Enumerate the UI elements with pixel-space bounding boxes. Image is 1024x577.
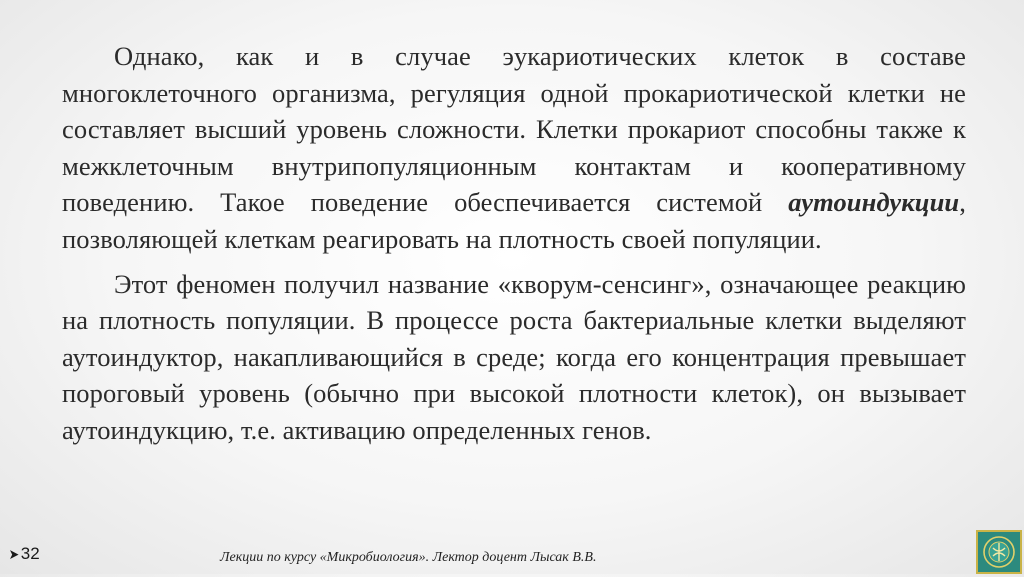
slide-body bbox=[62, 38, 966, 449]
paragraph-quorum-sensing: Этот феномен получил название «кворум-сенсинг», означающее реакцию на плотность популяции. В процессе роста бактериальные клетки выделяют аутоиндуктор, накапливающийся в среде; когда его концентрация превышает пороговый уровень (обычно при высокой плотности клеток), он вызывает аутоиндукцию, т.е. активацию определенных генов. bbox=[62, 268, 966, 445]
arrow-right-icon: ➤ bbox=[8, 545, 20, 562]
term-autoinduction: аутоиндукции bbox=[788, 187, 960, 218]
slide-number-value: 32 bbox=[20, 544, 40, 563]
slide-number bbox=[8, 544, 40, 564]
paragraph1-text-start: Однако, как и в случае эукариотических клеток в составе многоклеточного организма, регуляция одной прокариотической клетки не составляет высший уровень сложности. Клетки прокариот способны также к межклеточным внутрипопуляционным контактам и кооперативному поведению. Такое поведение обеспечивается системой bbox=[62, 41, 966, 218]
paragraph-autoinduction bbox=[62, 38, 966, 258]
paragraph1-text-end: , позволяющей клеткам реагировать на плотность своей популяции. bbox=[62, 187, 966, 254]
footer-caption: Лекции по курсу «Микробиология». Лектор доцент Лысак В.В. bbox=[220, 550, 597, 565]
university-logo-icon bbox=[976, 530, 1022, 574]
logo-emblem bbox=[978, 532, 1020, 572]
slide-footer bbox=[0, 536, 1024, 574]
